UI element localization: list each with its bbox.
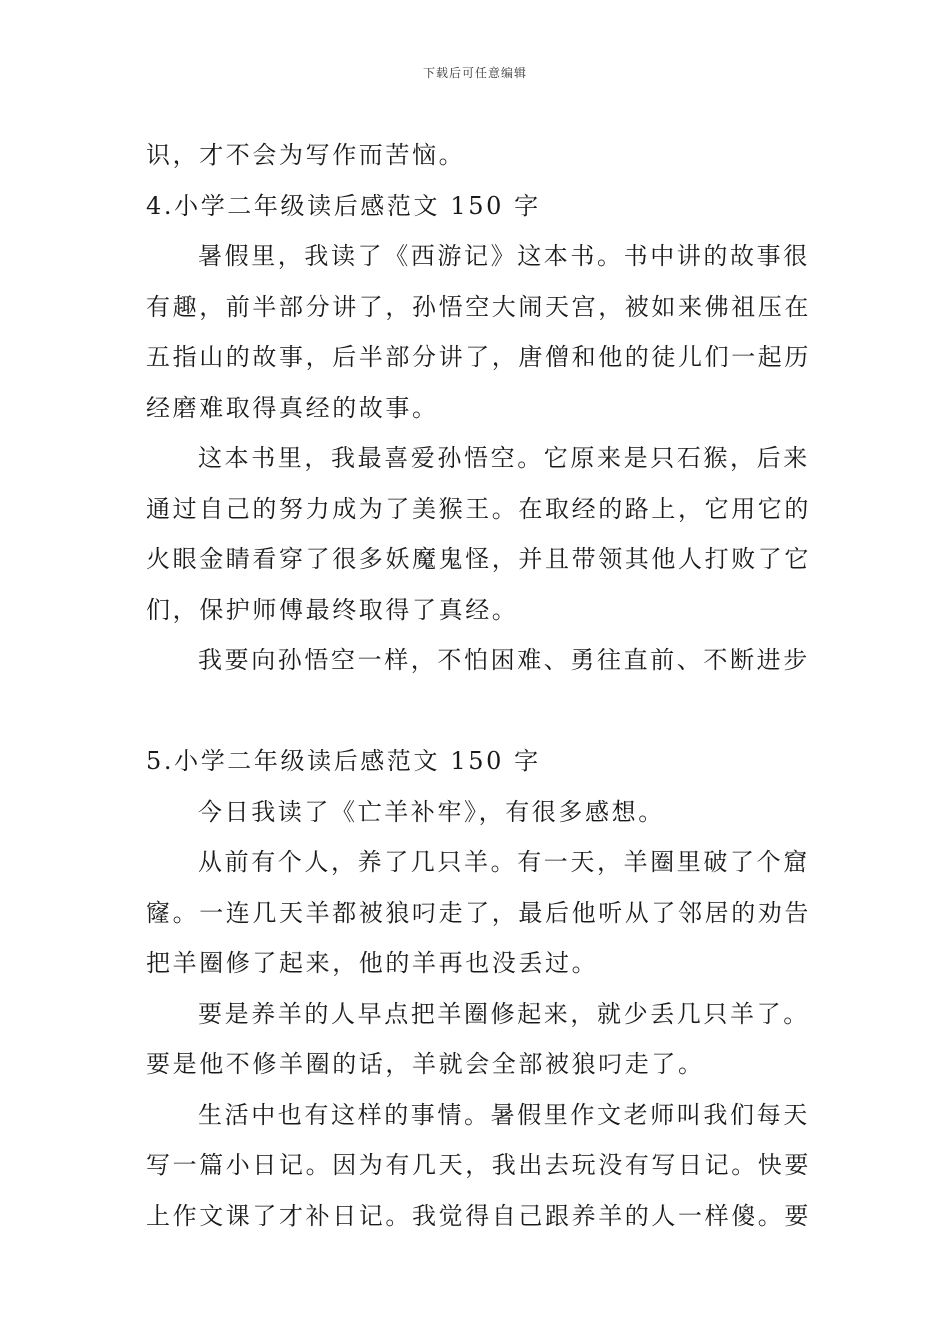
paragraph-line: 从前有个人，养了几只羊。有一天，羊圈里破了个窟	[198, 848, 810, 876]
paragraph-line: 通过自己的努力成为了美猴王。在取经的路上，它用它的	[146, 494, 811, 523]
blank-line	[146, 686, 810, 737]
paragraph-line: 五指山的故事，后半部分讲了，唐僧和他的徒儿们一起历	[146, 343, 811, 371]
paragraph-line: 这本书里，我最喜爱孙悟空。它原来是只石猴，后来	[198, 444, 810, 472]
paragraph-line: 要是养羊的人早点把羊圈修起来，就少丢几只羊了。	[198, 999, 810, 1028]
section-heading-4: 4.小学二年级读后感范文 150 字	[146, 191, 541, 220]
paragraph-line: 有趣，前半部分讲了，孙悟空大闹天宫，被如来佛祖压在	[146, 292, 811, 321]
paragraph-line: 今日我读了《亡羊补牢》，有很多感想。	[198, 797, 665, 826]
paragraph-line: 窿。一连几天羊都被狼叼走了，最后他听从了邻居的劝告	[146, 898, 811, 927]
section-heading-5: 5.小学二年级读后感范文 150 字	[146, 747, 541, 775]
page-header: 下载后可任意编辑	[422, 66, 527, 80]
paragraph-line: 暑假里，我读了《西游记》这本书。书中讲的故事很	[198, 242, 810, 270]
paragraph-line: 们，保护师傅最终取得了真经。	[146, 595, 519, 624]
paragraph-line: 我要向孙悟空一样，不怕困难、勇往直前、不断进步	[198, 646, 810, 674]
paragraph-line: 上作文课了才补日记。我觉得自己跟养羊的人一样傻。要	[146, 1201, 811, 1230]
paragraph-line: 生活中也有这样的事情。暑假里作文老师叫我们每天	[198, 1100, 810, 1129]
paragraph-line: 火眼金睛看穿了很多妖魔鬼怪，并且带领其他人打败了它	[146, 545, 811, 573]
paragraph-line: 识，才不会为写作而苦恼。	[146, 141, 466, 169]
paragraph-line: 写一篇小日记。因为有几天，我出去玩没有写日记。快要	[146, 1151, 811, 1179]
paragraph-line: 经磨难取得真经的故事。	[146, 393, 439, 422]
document-body	[146, 130, 810, 1241]
paragraph-line: 要是他不修羊圈的话，羊就会全部被狼叼走了。	[146, 1050, 705, 1078]
paragraph-line: 把羊圈修了起来，他的羊再也没丢过。	[146, 949, 599, 977]
